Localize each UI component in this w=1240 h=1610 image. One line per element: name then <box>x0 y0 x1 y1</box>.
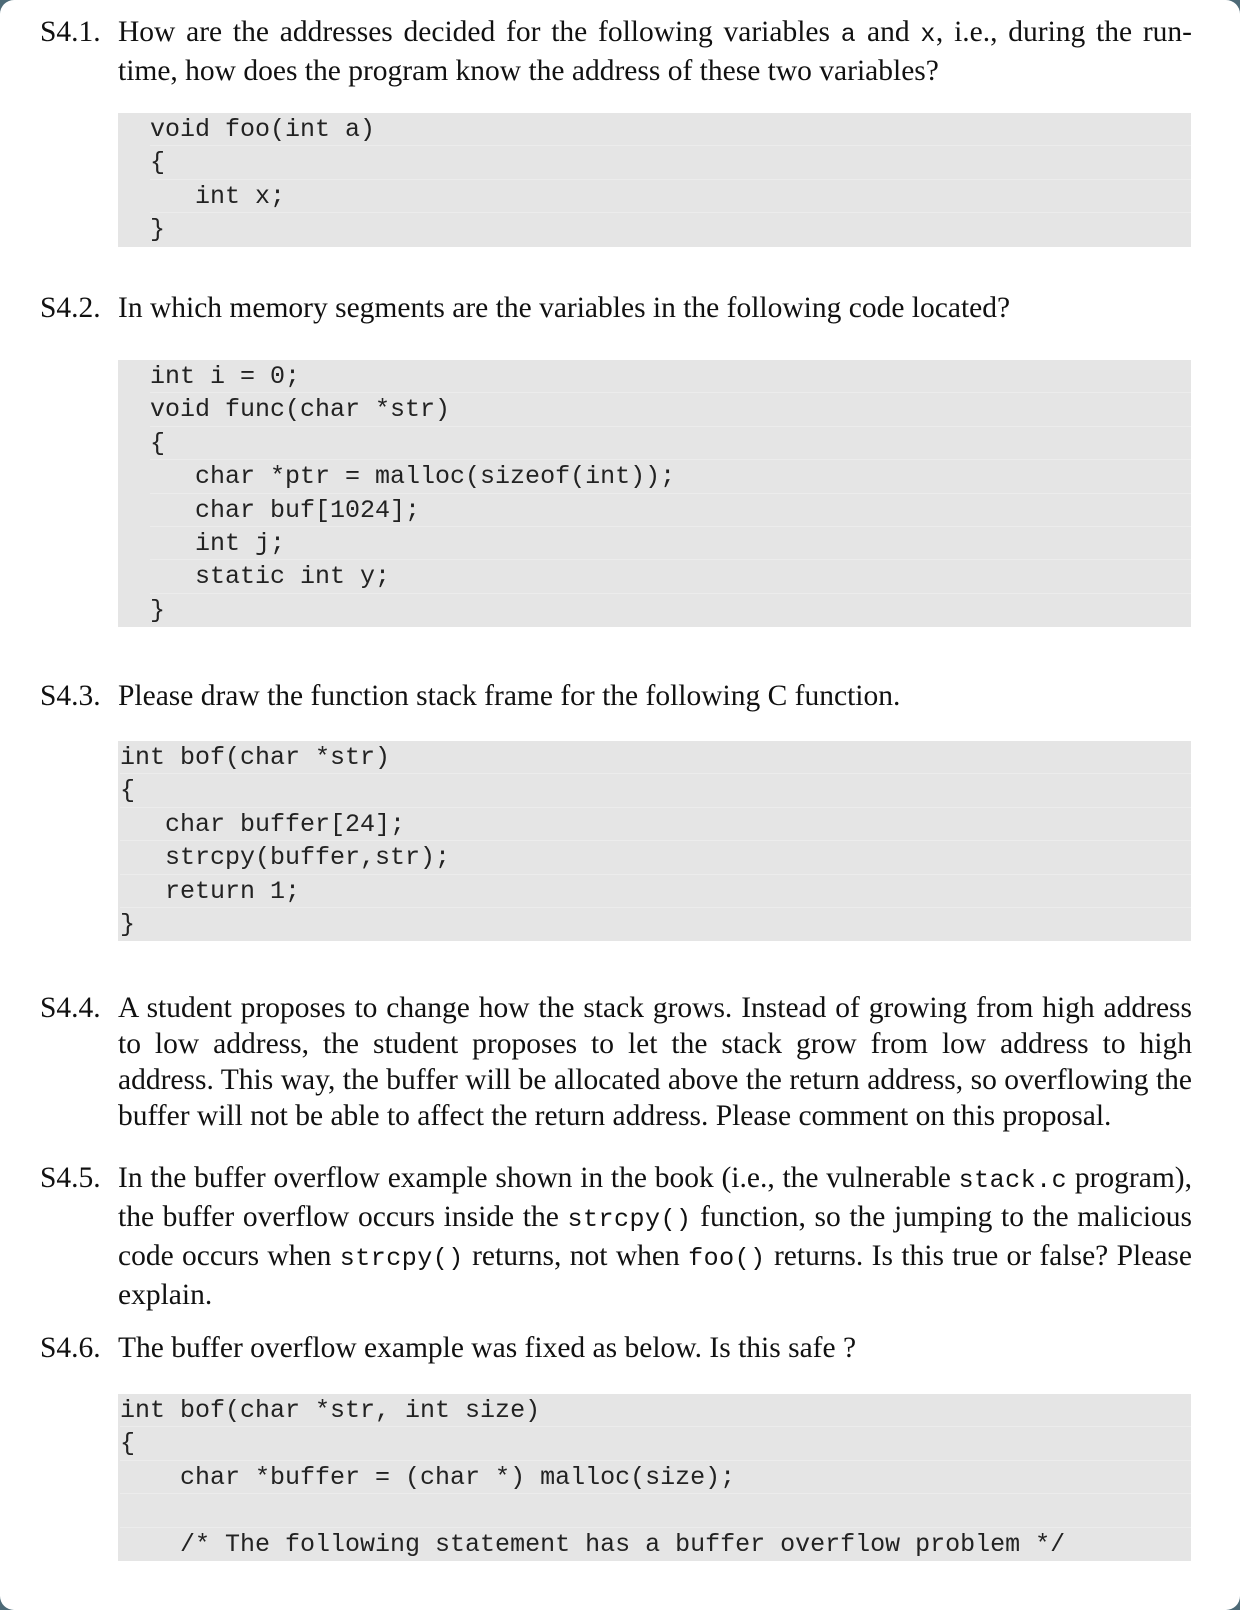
code-line: return 1; <box>120 875 1191 908</box>
code-line: strcpy(buffer,str); <box>120 841 1191 874</box>
question-number: S4.4. <box>40 992 101 1024</box>
code-line: int bof(char *str, int size) <box>120 1394 1191 1427</box>
code-line: { <box>120 774 1191 807</box>
question-number: S4.1. <box>40 16 101 48</box>
question-s4-5 <box>40 1160 1192 1313</box>
code-line: { <box>150 427 1191 460</box>
question-text: How are the addresses decided for the following variables a and x, i.e., during the run-time, how does the program know the address of these two variables? <box>118 16 1193 87</box>
code-block-s4-6 <box>118 1394 1191 1561</box>
question-number: S4.3. <box>40 680 101 712</box>
question-text: Please draw the function stack frame for the following C function. <box>118 680 901 712</box>
code-block-s4-2 <box>118 360 1191 627</box>
code-line: char buf[1024]; <box>150 494 1191 527</box>
question-text: In the buffer overflow example shown in the book (i.e., the vulnerable stack.c program), the buffer overflow occurs inside the strcpy() function, so the jumping to the malicious code occurs when strcpy() returns, not when foo() returns. Is this true or false? Please explain. <box>118 1162 1192 1311</box>
code-line: void foo(int a) <box>150 113 1191 146</box>
question-s4-4 <box>40 990 1192 1134</box>
code-line: int i = 0; <box>150 360 1191 393</box>
code-line: } <box>120 909 136 939</box>
code-line: int j; <box>150 527 1191 560</box>
code-line: char buffer[24]; <box>120 808 1191 841</box>
question-text: A student proposes to change how the stack grows. Instead of growing from high address to low address, the student proposes to let the stack grow from low address to high address. This way, the buffer will be allocated above the return address, so overflowing the buffer will not be able to affect the return address. Please comment on this proposal. <box>118 992 1192 1132</box>
inline-code: x <box>920 20 936 49</box>
inline-code: strcpy() <box>567 1205 692 1234</box>
code-line: int bof(char *str) <box>120 741 1191 774</box>
code-block-s4-3 <box>118 741 1191 941</box>
question-number: S4.2. <box>40 292 101 324</box>
code-line: void func(char *str) <box>150 393 1191 426</box>
inline-code: a <box>840 20 857 49</box>
question-s4-1 <box>40 14 1192 89</box>
inline-code: strcpy() <box>339 1244 464 1273</box>
question-s4-3 <box>40 678 1192 714</box>
code-line: char *buffer = (char *) malloc(size); <box>120 1461 1191 1494</box>
code-line: { <box>120 1427 1191 1460</box>
code-line: static int y; <box>150 560 1191 593</box>
inline-code: stack.c <box>958 1166 1068 1195</box>
code-line <box>120 1494 1191 1527</box>
question-s4-6 <box>40 1330 1192 1366</box>
code-line: { <box>150 146 1191 179</box>
question-text: In which memory segments are the variables in the following code located? <box>118 292 1011 324</box>
code-block-s4-1 <box>118 113 1191 247</box>
code-line: int x; <box>150 180 1191 213</box>
question-s4-2 <box>40 290 1192 326</box>
code-line: } <box>150 595 166 625</box>
inline-code: foo() <box>688 1244 766 1273</box>
code-line: /* The following statement has a buffer overflow problem */ <box>120 1529 1066 1559</box>
question-text: The buffer overflow example was fixed as below. Is this safe ? <box>118 1332 857 1364</box>
question-number: S4.5. <box>40 1162 101 1194</box>
code-line: } <box>150 215 166 245</box>
code-line: char *ptr = malloc(sizeof(int)); <box>150 460 1191 493</box>
question-number: S4.6. <box>40 1332 101 1364</box>
